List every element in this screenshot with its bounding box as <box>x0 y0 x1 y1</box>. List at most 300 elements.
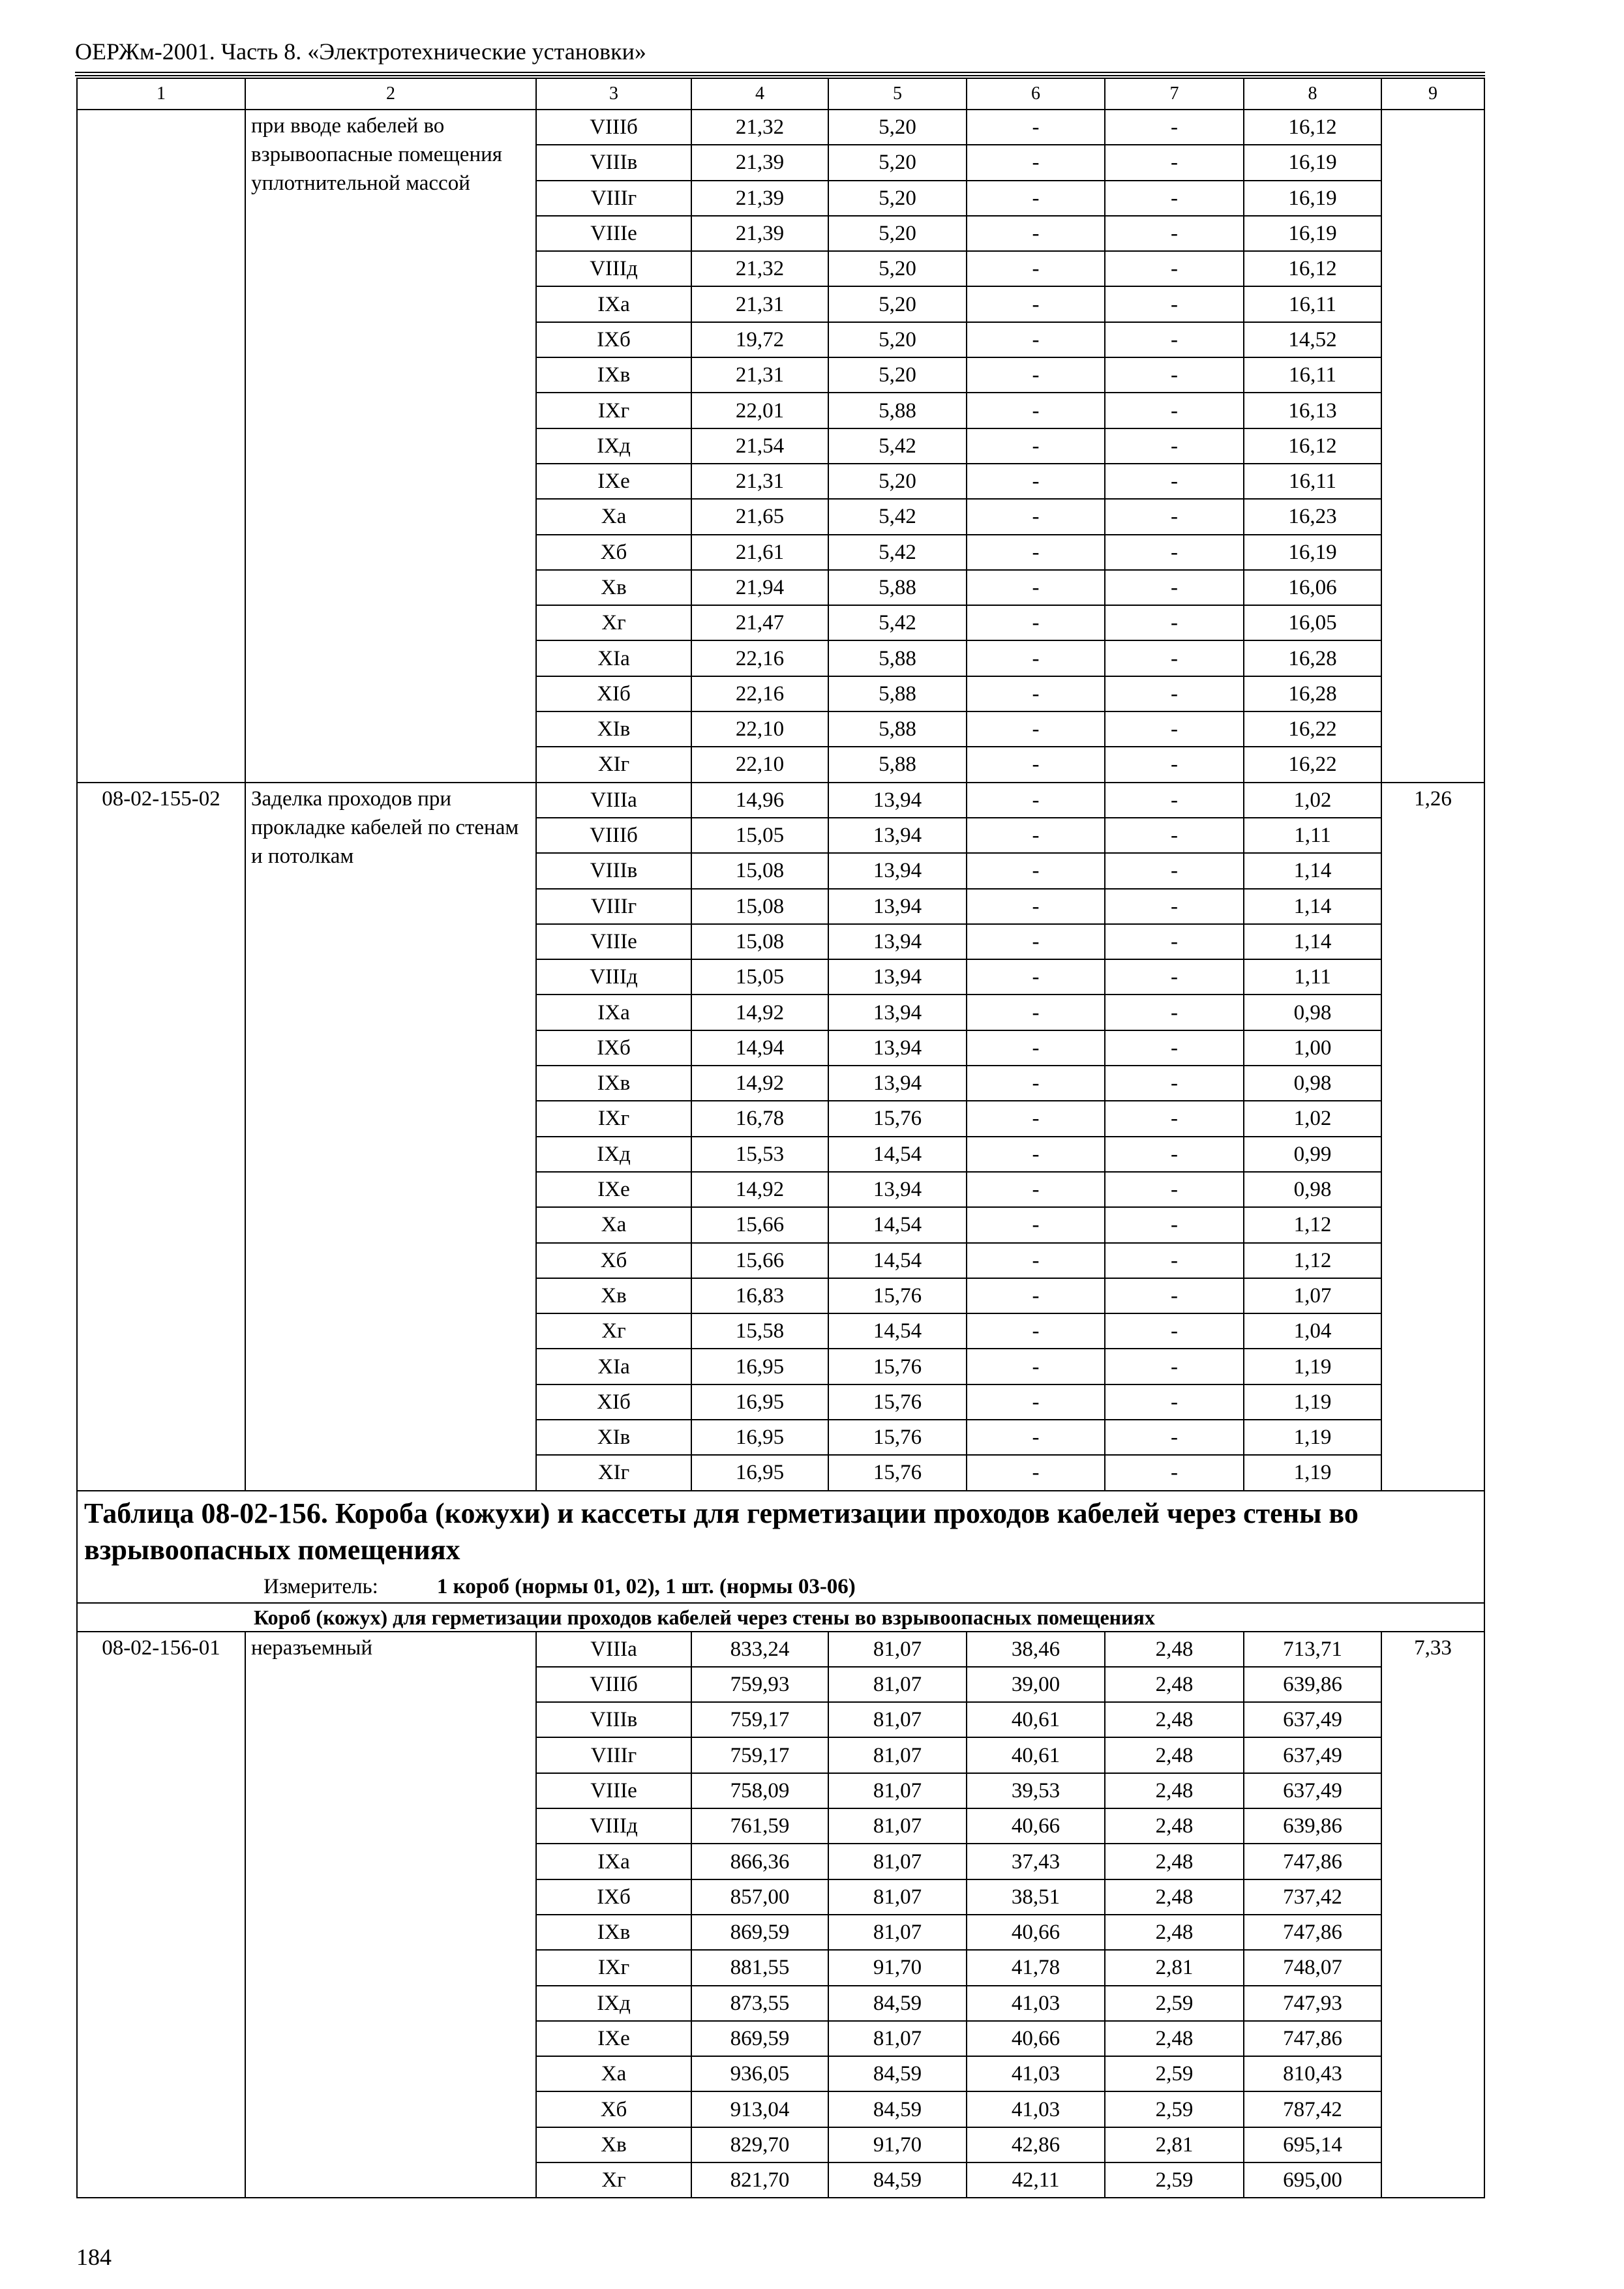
value-cell: 2,48 <box>1105 1632 1244 1667</box>
measure-line <box>84 1574 1477 1600</box>
value-cell: 747,86 <box>1244 1844 1381 1879</box>
value-cell: 15,76 <box>828 1384 967 1420</box>
region-cell: XIг <box>536 747 691 782</box>
value-cell: - <box>1105 1066 1244 1101</box>
value-cell: - <box>967 1207 1105 1242</box>
region-cell: XIб <box>536 676 691 711</box>
value-cell: 637,49 <box>1244 1737 1381 1773</box>
value-cell: - <box>1105 853 1244 888</box>
value-cell: 22,10 <box>691 747 828 782</box>
header-rule <box>75 72 1485 76</box>
value-cell: 881,55 <box>691 1950 828 1985</box>
value-cell: 5,20 <box>828 251 967 286</box>
value-cell: 5,20 <box>828 464 967 499</box>
value-cell: - <box>967 251 1105 286</box>
value-cell: - <box>1105 747 1244 782</box>
column-number: 4 <box>691 78 828 110</box>
region-cell: Xг <box>536 1313 691 1349</box>
value-cell: - <box>1105 535 1244 570</box>
value-cell: 14,52 <box>1244 322 1381 357</box>
value-cell: 16,28 <box>1244 640 1381 676</box>
value-cell: - <box>1105 1030 1244 1066</box>
value-cell: 14,96 <box>691 783 828 818</box>
value-cell: 695,14 <box>1244 2127 1381 2162</box>
value-cell: - <box>1105 1101 1244 1136</box>
value-cell: 5,20 <box>828 216 967 251</box>
value-cell: 747,86 <box>1244 1915 1381 1950</box>
value-cell: 2,59 <box>1105 2091 1244 2127</box>
section-heading-row <box>77 1603 1484 1632</box>
value-cell: - <box>1105 995 1244 1030</box>
value-cell: - <box>967 924 1105 959</box>
region-cell: VIIIе <box>536 216 691 251</box>
column-number: 1 <box>77 78 245 110</box>
value-cell: - <box>1105 499 1244 534</box>
value-cell: - <box>967 145 1105 180</box>
value-cell: - <box>967 1349 1105 1384</box>
region-cell: Xа <box>536 2056 691 2091</box>
region-cell: Xг <box>536 2162 691 2198</box>
norm-code: 08-02-155-02 <box>77 783 245 1491</box>
column-number: 8 <box>1244 78 1381 110</box>
value-cell: 866,36 <box>691 1844 828 1879</box>
value-cell: 81,07 <box>828 1702 967 1737</box>
column-number: 3 <box>536 78 691 110</box>
value-cell: 22,01 <box>691 393 828 428</box>
value-cell: - <box>1105 428 1244 464</box>
value-cell: - <box>967 1101 1105 1136</box>
region-cell: Xв <box>536 1278 691 1313</box>
region-cell: VIIIб <box>536 110 691 145</box>
value-cell: 16,95 <box>691 1349 828 1384</box>
region-cell: XIа <box>536 640 691 676</box>
col9-value <box>1381 110 1484 783</box>
value-cell: 40,61 <box>967 1737 1105 1773</box>
value-cell: 16,12 <box>1244 251 1381 286</box>
value-cell: 1,12 <box>1244 1207 1381 1242</box>
region-cell: VIIIв <box>536 853 691 888</box>
value-cell: 913,04 <box>691 2091 828 2127</box>
value-cell: 15,76 <box>828 1455 967 1490</box>
value-cell: 2,81 <box>1105 2127 1244 2162</box>
value-cell: 759,17 <box>691 1702 828 1737</box>
value-cell: 833,24 <box>691 1632 828 1667</box>
value-cell: - <box>967 1137 1105 1172</box>
value-cell: - <box>1105 1207 1244 1242</box>
value-cell: 16,05 <box>1244 605 1381 640</box>
value-cell: 15,76 <box>828 1349 967 1384</box>
value-cell: 1,02 <box>1244 1101 1381 1136</box>
region-cell: VIIIа <box>536 783 691 818</box>
value-cell: 5,20 <box>828 286 967 322</box>
value-cell: 2,48 <box>1105 1879 1244 1915</box>
value-cell: - <box>967 1384 1105 1420</box>
value-cell: - <box>967 1313 1105 1349</box>
value-cell: 5,88 <box>828 711 967 747</box>
value-cell: - <box>967 570 1105 605</box>
value-cell: 748,07 <box>1244 1950 1381 1985</box>
value-cell: 13,94 <box>828 1066 967 1101</box>
value-cell: 761,59 <box>691 1808 828 1844</box>
value-cell: 13,94 <box>828 818 967 853</box>
value-cell: 0,98 <box>1244 995 1381 1030</box>
value-cell: 81,07 <box>828 1844 967 1879</box>
region-cell: XIв <box>536 711 691 747</box>
value-cell: 16,22 <box>1244 747 1381 782</box>
value-cell: 639,86 <box>1244 1808 1381 1844</box>
region-cell: VIIIд <box>536 1808 691 1844</box>
value-cell: 84,59 <box>828 2056 967 2091</box>
region-cell: XIа <box>536 1349 691 1384</box>
value-cell: 42,11 <box>967 2162 1105 2198</box>
region-cell: VIIIб <box>536 818 691 853</box>
value-cell: 38,51 <box>967 1879 1105 1915</box>
value-cell: 2,48 <box>1105 1667 1244 1702</box>
value-cell: 16,19 <box>1244 216 1381 251</box>
value-cell: - <box>967 889 1105 924</box>
col9-value: 1,26 <box>1381 783 1484 1491</box>
value-cell: 14,92 <box>691 995 828 1030</box>
value-cell: 16,19 <box>1244 181 1381 216</box>
value-cell: 15,08 <box>691 924 828 959</box>
region-cell: Xв <box>536 570 691 605</box>
table-row <box>77 110 1484 145</box>
value-cell: - <box>967 535 1105 570</box>
region-cell: IXг <box>536 393 691 428</box>
value-cell: 2,48 <box>1105 1737 1244 1773</box>
value-cell: 21,31 <box>691 464 828 499</box>
region-cell: VIIIг <box>536 181 691 216</box>
region-cell: VIIIд <box>536 959 691 995</box>
region-cell: VIIIд <box>536 251 691 286</box>
value-cell: 41,78 <box>967 1950 1105 1985</box>
value-cell: - <box>1105 1349 1244 1384</box>
value-cell: 5,20 <box>828 322 967 357</box>
value-cell: 39,00 <box>967 1667 1105 1702</box>
value-cell: 14,94 <box>691 1030 828 1066</box>
table-title-row <box>77 1491 1484 1603</box>
value-cell: 21,61 <box>691 535 828 570</box>
value-cell: 91,70 <box>828 1950 967 1985</box>
value-cell: 1,02 <box>1244 783 1381 818</box>
value-cell: - <box>967 286 1105 322</box>
value-cell: 81,07 <box>828 1773 967 1808</box>
value-cell: 737,42 <box>1244 1879 1381 1915</box>
value-cell: 84,59 <box>828 1986 967 2021</box>
norms-table <box>76 78 1485 2198</box>
value-cell: 1,11 <box>1244 959 1381 995</box>
table-row <box>77 783 1484 818</box>
value-cell: - <box>967 1030 1105 1066</box>
value-cell: 13,94 <box>828 783 967 818</box>
value-cell: - <box>1105 110 1244 145</box>
value-cell: 869,59 <box>691 2021 828 2056</box>
value-cell: 15,66 <box>691 1243 828 1278</box>
value-cell: 19,72 <box>691 322 828 357</box>
value-cell: - <box>1105 1420 1244 1455</box>
value-cell: 81,07 <box>828 2021 967 2056</box>
value-cell: 695,00 <box>1244 2162 1381 2198</box>
value-cell: 5,88 <box>828 747 967 782</box>
value-cell: 2,59 <box>1105 2056 1244 2091</box>
value-cell: 21,65 <box>691 499 828 534</box>
value-cell: - <box>1105 1313 1244 1349</box>
region-cell: IXв <box>536 1066 691 1101</box>
value-cell: 5,20 <box>828 110 967 145</box>
work-name: при вводе кабелей во взрывоопасные помещения уплотнительной массой <box>245 110 536 783</box>
region-cell: VIIIе <box>536 1773 691 1808</box>
column-number: 7 <box>1105 78 1244 110</box>
region-cell: Xб <box>536 1243 691 1278</box>
region-cell: IXе <box>536 464 691 499</box>
value-cell: - <box>1105 145 1244 180</box>
region-cell: IXе <box>536 2021 691 2056</box>
value-cell: - <box>1105 286 1244 322</box>
region-cell: VIIIе <box>536 924 691 959</box>
value-cell: 81,07 <box>828 1879 967 1915</box>
value-cell: 1,12 <box>1244 1243 1381 1278</box>
value-cell: - <box>967 110 1105 145</box>
value-cell: - <box>967 393 1105 428</box>
value-cell: 2,59 <box>1105 2162 1244 2198</box>
value-cell: - <box>967 357 1105 393</box>
value-cell: - <box>967 853 1105 888</box>
value-cell: - <box>967 783 1105 818</box>
measure-value: 1 короб (нормы 01, 02), 1 шт. (нормы 03-06) <box>436 1574 856 1598</box>
region-cell: VIIIа <box>536 1632 691 1667</box>
table-title: Таблица 08-02-156. Короба (кожухи) и кассеты для герметизации проходов кабелей через стены во взрывоопасных помещениях <box>84 1497 1359 1566</box>
value-cell: 84,59 <box>828 2091 967 2127</box>
value-cell: 857,00 <box>691 1879 828 1915</box>
value-cell: 1,19 <box>1244 1420 1381 1455</box>
value-cell: 15,08 <box>691 889 828 924</box>
value-cell: - <box>967 959 1105 995</box>
value-cell: 16,13 <box>1244 393 1381 428</box>
value-cell: - <box>1105 570 1244 605</box>
value-cell: 5,88 <box>828 640 967 676</box>
value-cell: - <box>1105 640 1244 676</box>
region-cell: IXе <box>536 1172 691 1207</box>
value-cell: 14,92 <box>691 1066 828 1101</box>
value-cell: 21,94 <box>691 570 828 605</box>
value-cell: 13,94 <box>828 959 967 995</box>
value-cell: - <box>1105 1278 1244 1313</box>
value-cell: 81,07 <box>828 1737 967 1773</box>
value-cell: 821,70 <box>691 2162 828 2198</box>
value-cell: 38,46 <box>967 1632 1105 1667</box>
value-cell: 14,54 <box>828 1137 967 1172</box>
measure-label: Измеритель: <box>263 1574 378 1598</box>
value-cell: 40,66 <box>967 1915 1105 1950</box>
value-cell: 2,48 <box>1105 1773 1244 1808</box>
value-cell: 1,07 <box>1244 1278 1381 1313</box>
value-cell: 16,95 <box>691 1455 828 1490</box>
value-cell: 16,11 <box>1244 357 1381 393</box>
value-cell: 81,07 <box>828 1632 967 1667</box>
value-cell: 40,61 <box>967 1702 1105 1737</box>
value-cell: 2,59 <box>1105 1986 1244 2021</box>
value-cell: - <box>967 1455 1105 1490</box>
region-cell: Xб <box>536 2091 691 2127</box>
value-cell: 0,98 <box>1244 1172 1381 1207</box>
value-cell: 81,07 <box>828 1808 967 1844</box>
value-cell: 5,42 <box>828 499 967 534</box>
value-cell: - <box>967 464 1105 499</box>
value-cell: 81,07 <box>828 1915 967 1950</box>
region-cell: VIIIг <box>536 889 691 924</box>
value-cell: 869,59 <box>691 1915 828 1950</box>
region-cell: IXа <box>536 995 691 1030</box>
region-cell: IXв <box>536 357 691 393</box>
value-cell: 42,86 <box>967 2127 1105 2162</box>
value-cell: 1,00 <box>1244 1030 1381 1066</box>
value-cell: 13,94 <box>828 853 967 888</box>
value-cell: 2,81 <box>1105 1950 1244 1985</box>
value-cell: 16,12 <box>1244 110 1381 145</box>
region-cell: IXб <box>536 1030 691 1066</box>
value-cell: - <box>967 640 1105 676</box>
region-cell: Xг <box>536 605 691 640</box>
region-cell: IXд <box>536 1137 691 1172</box>
value-cell: 40,66 <box>967 1808 1105 1844</box>
region-cell: XIв <box>536 1420 691 1455</box>
column-number: 9 <box>1381 78 1484 110</box>
region-cell: VIIIв <box>536 145 691 180</box>
value-cell: 16,12 <box>1244 428 1381 464</box>
value-cell: - <box>967 181 1105 216</box>
value-cell: 787,42 <box>1244 2091 1381 2127</box>
value-cell: 5,88 <box>828 393 967 428</box>
region-cell: XIг <box>536 1455 691 1490</box>
value-cell: 21,31 <box>691 357 828 393</box>
value-cell: 637,49 <box>1244 1702 1381 1737</box>
value-cell: 1,19 <box>1244 1349 1381 1384</box>
value-cell: - <box>1105 181 1244 216</box>
value-cell: 5,20 <box>828 145 967 180</box>
value-cell: 21,32 <box>691 251 828 286</box>
value-cell: 15,58 <box>691 1313 828 1349</box>
value-cell: 15,76 <box>828 1278 967 1313</box>
value-cell: 14,92 <box>691 1172 828 1207</box>
value-cell: - <box>967 747 1105 782</box>
value-cell: 2,48 <box>1105 1844 1244 1879</box>
value-cell: - <box>1105 1384 1244 1420</box>
region-cell: VIIIб <box>536 1667 691 1702</box>
value-cell: 5,88 <box>828 676 967 711</box>
value-cell: 15,53 <box>691 1137 828 1172</box>
region-cell: XIб <box>536 1384 691 1420</box>
norm-code <box>77 110 245 783</box>
value-cell: 21,32 <box>691 110 828 145</box>
value-cell: 13,94 <box>828 1172 967 1207</box>
value-cell: - <box>967 711 1105 747</box>
value-cell: - <box>967 499 1105 534</box>
value-cell: 16,28 <box>1244 676 1381 711</box>
value-cell: - <box>1105 393 1244 428</box>
value-cell: 39,53 <box>967 1773 1105 1808</box>
value-cell: 14,54 <box>828 1243 967 1278</box>
value-cell: 1,19 <box>1244 1384 1381 1420</box>
value-cell: 22,16 <box>691 676 828 711</box>
value-cell: 5,20 <box>828 357 967 393</box>
value-cell: 40,66 <box>967 2021 1105 2056</box>
value-cell: 15,05 <box>691 959 828 995</box>
value-cell: 5,42 <box>828 428 967 464</box>
region-cell: IXа <box>536 286 691 322</box>
value-cell: 13,94 <box>828 995 967 1030</box>
value-cell: - <box>967 1243 1105 1278</box>
table-row <box>77 1632 1484 1667</box>
value-cell: 810,43 <box>1244 2056 1381 2091</box>
region-cell: VIIIв <box>536 1702 691 1737</box>
value-cell: - <box>1105 1172 1244 1207</box>
value-cell: 637,49 <box>1244 1773 1381 1808</box>
value-cell: - <box>967 1172 1105 1207</box>
value-cell: 16,78 <box>691 1101 828 1136</box>
value-cell: 1,11 <box>1244 818 1381 853</box>
value-cell: - <box>967 1420 1105 1455</box>
value-cell: 22,10 <box>691 711 828 747</box>
value-cell: 747,93 <box>1244 1986 1381 2021</box>
region-cell: Xб <box>536 535 691 570</box>
value-cell: 15,76 <box>828 1420 967 1455</box>
region-cell: Xв <box>536 2127 691 2162</box>
value-cell: 747,86 <box>1244 2021 1381 2056</box>
value-cell: 1,19 <box>1244 1455 1381 1490</box>
value-cell: 13,94 <box>828 1030 967 1066</box>
value-cell: 16,06 <box>1244 570 1381 605</box>
value-cell: 2,48 <box>1105 1702 1244 1737</box>
region-cell: IXд <box>536 428 691 464</box>
value-cell: - <box>1105 216 1244 251</box>
value-cell: 16,23 <box>1244 499 1381 534</box>
value-cell: - <box>967 216 1105 251</box>
value-cell: - <box>967 1066 1105 1101</box>
value-cell: 21,39 <box>691 181 828 216</box>
region-cell: Xа <box>536 1207 691 1242</box>
col9-value: 7,33 <box>1381 1632 1484 2198</box>
value-cell: - <box>1105 924 1244 959</box>
region-cell: VIIIг <box>536 1737 691 1773</box>
value-cell: 1,14 <box>1244 924 1381 959</box>
value-cell: - <box>967 676 1105 711</box>
value-cell: - <box>1105 818 1244 853</box>
section-heading: Короб (кожух) для герметизации проходов кабелей через стены во взрывоопасных помещениях <box>77 1603 1484 1632</box>
column-numbers-row <box>77 78 1484 110</box>
value-cell: - <box>1105 1243 1244 1278</box>
value-cell: 13,94 <box>828 889 967 924</box>
value-cell: 21,47 <box>691 605 828 640</box>
value-cell: 91,70 <box>828 2127 967 2162</box>
work-name: неразъемный <box>245 1632 536 2198</box>
value-cell: 81,07 <box>828 1667 967 1702</box>
value-cell: 41,03 <box>967 2091 1105 2127</box>
value-cell: - <box>1105 889 1244 924</box>
value-cell: 0,99 <box>1244 1137 1381 1172</box>
value-cell: 2,48 <box>1105 1915 1244 1950</box>
value-cell: - <box>1105 464 1244 499</box>
value-cell: 713,71 <box>1244 1632 1381 1667</box>
column-number: 2 <box>245 78 536 110</box>
column-number: 6 <box>967 78 1105 110</box>
value-cell: - <box>967 428 1105 464</box>
value-cell: 1,14 <box>1244 889 1381 924</box>
value-cell: - <box>1105 605 1244 640</box>
norm-code: 08-02-156-01 <box>77 1632 245 2198</box>
value-cell: - <box>967 1278 1105 1313</box>
region-cell: IXд <box>536 1986 691 2021</box>
value-cell: 639,86 <box>1244 1667 1381 1702</box>
